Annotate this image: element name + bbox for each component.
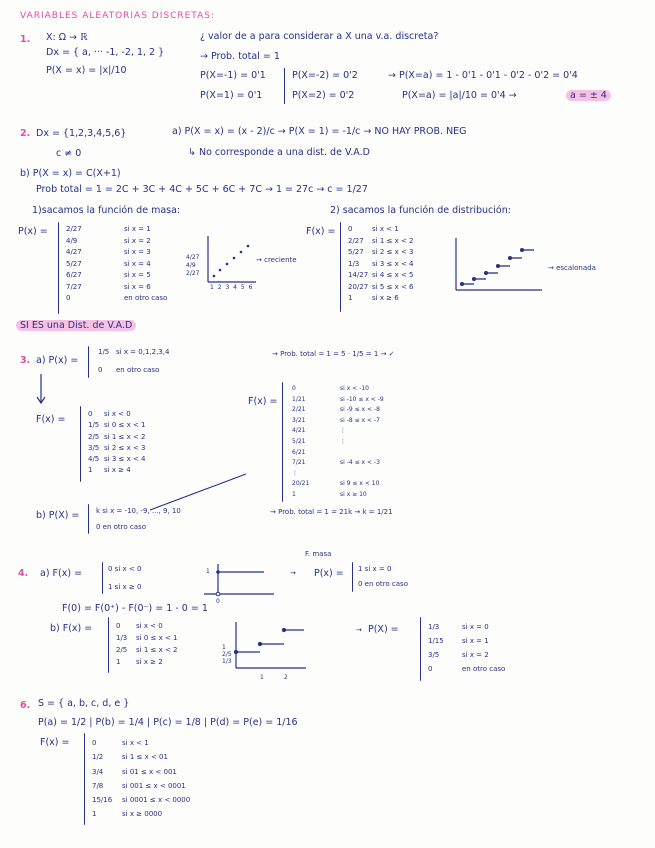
ex6-cdf-brace: [84, 733, 85, 825]
ex4-b-graph-ylabels: 1 2/5 1/3: [222, 644, 232, 665]
ex1-number: 1.: [20, 34, 31, 45]
ex1-divider: [284, 68, 285, 104]
ex3-number: 3.: [20, 355, 31, 366]
ex3-part-a: a) P(x) =: [36, 355, 79, 366]
ex3-cdf-label: F(x) =: [36, 414, 66, 425]
ex3-cdf2-label: F(x) =: [248, 396, 278, 407]
ex3-a-cond2: en otro caso: [116, 366, 160, 374]
ex3-a-brace: [88, 346, 89, 378]
ex4-a-graph-xlabel: 0: [216, 598, 220, 605]
ex1-p-1: P(X=1) = 0'1: [200, 90, 263, 101]
ex3-b-brace: [88, 504, 89, 534]
ex3-b-row1: k si x = -10, -9, ..., 9, 10: [96, 507, 181, 515]
ex4-pmf-row2: 0 en otro caso: [358, 580, 408, 588]
ex2-c-nonzero: c ≠ 0: [56, 148, 82, 159]
ex2-prob-total: Prob total = 1 = 2C + 3C + 4C + 5C + 6C + 7C → 1 = 27c → c = 1/27: [36, 184, 368, 195]
ex4-a-brace: [102, 562, 103, 594]
ex3-cdf2-brace: [282, 382, 283, 502]
ex2-part-a-conclusion: ↳ No corresponde a una dist. de V.A.D: [188, 147, 370, 158]
ex4-pmf2-brace: [420, 617, 421, 681]
ex4-number: 4.: [18, 568, 29, 579]
ex2-pmf-conditions: si x = 1 si x = 2 si x = 3 si x = 4 si x = 5 si x = 6 en otro caso: [124, 225, 168, 302]
ex2-part-a: a) P(X = x) = (x - 2)/c → P(X = 1) = -1/c → NO HAY PROB. NEG: [172, 126, 467, 137]
ex1-p-minus1: P(X=-1) = 0'1: [200, 70, 266, 81]
ex6-number: 6.: [20, 700, 31, 711]
ex4-pmf-label: P(x) =: [314, 568, 344, 579]
ex3-a-value2: 0: [98, 366, 103, 374]
ex3-diagonal-arrow: [150, 470, 250, 512]
ex3-b-prob-total: → Prob. total = 1 = 21k → k = 1/21: [270, 508, 393, 516]
ex6-cdf-values: 0 1/2 3/4 7/8 15/16 1: [92, 739, 113, 819]
ex2-domain: Dx = {1,2,3,4,5,6}: [36, 128, 127, 139]
ex2-pmf-values: 2/27 4/9 4/27 5/27 6/27 7/27 0: [66, 225, 82, 302]
ex6-probabilities: P(a) = 1/2 | P(b) = 1/4 | P(c) = 1/8 | P(d) = P(e) = 1/16: [38, 717, 298, 728]
ex4-a-graph-ylabel: 1: [206, 568, 210, 575]
ex2-number: 2.: [20, 128, 31, 139]
ex2-pmf-label: P(x) =: [18, 226, 48, 237]
ex3-a-value1: 1/5: [98, 348, 110, 356]
ex2-pmf-graph-xlabels: 1 2 3 4 5 6: [210, 284, 254, 291]
ex2-cdf-brace: [340, 222, 341, 312]
ex3-down-arrow: [36, 374, 46, 406]
ex2-step1: 1)sacamos la función de masa:: [32, 205, 181, 216]
ex3-cdf-conditions: si x < 0 si 0 ≤ x < 1 si 1 ≤ x < 2 si 2 ≤ x < 3 si 3 ≤ x < 4 si x ≥ 4: [104, 410, 146, 475]
ex4-b-graph-xlabel2: 2: [284, 674, 288, 681]
ex4-part-b: b) F(x) =: [50, 623, 93, 634]
ex4-b-values: 0 1/3 2/5 1: [116, 622, 128, 666]
ex2-cdf-values: 0 2/27 5/27 1/3 14/27 20/27 1: [348, 225, 369, 302]
ex3-cdf2-values: 0 1/21 2/21 3/21 4/21 5/21 6/21 7/21 ⋮ 20/21 1: [292, 385, 310, 498]
ex1-mapping: X: Ω → ℝ: [46, 32, 88, 43]
ex1-p-a: → P(X=a) = 1 - 0'1 - 0'1 - 0'2 - 0'2 = 0'4: [388, 70, 578, 81]
ex4-a-row2: 1 si x ≥ 0: [108, 583, 142, 591]
ex4-pmf2-conditions: si x = 0 si x = 1 si x = 2 en otro caso: [462, 623, 506, 673]
ex4-part-a: a) F(x) =: [40, 568, 83, 579]
ex4-pmf2-values: 1/3 1/15 3/5 0: [428, 623, 444, 673]
ex3-cdf-values: 0 1/5 2/5 3/5 4/5 1: [88, 410, 100, 475]
ex1-prob-total: → Prob. total = 1: [200, 51, 280, 62]
ex4-a-row1: 0 si x < 0: [108, 565, 142, 573]
ex3-b-row2: 0 en otro caso: [96, 523, 146, 531]
ex4-a-graph: [204, 564, 274, 600]
ex6-cdf-conditions: si x < 1 si 1 ≤ x < 01 si 01 ≤ x < 001 si 001 ≤ x < 0001 si 0001 ≤ x < 0000 si x ≥ 0000: [122, 739, 191, 819]
ex4-pmf-row1: 1 si x = 0: [358, 565, 392, 573]
ex4-pmf2-label: P(X) =: [368, 624, 399, 635]
ex1-domain: Dx = { a, ··· -1, -2, 1, 2 }: [46, 47, 165, 58]
ex6-cdf-label: F(x) =: [40, 737, 70, 748]
ex2-pmf-brace: [58, 222, 59, 314]
ex1-answer-highlight: a = ± 4: [566, 90, 611, 101]
notes-page: VARIABLES ALEATORIAS DISCRETAS: 1. X: Ω → ℝ Dx = { a, ··· -1, -2, 1, 2 } P(X = x) = |x|/10 ¿ valor de a para considerar a X una v.a. discreta? → Prob. total = 1 P(X=-1) = 0'1 P(X=-2) = 0'2 P(X=1) = 0'1 P(X=2) = 0'2 → P(X=a) = 1 - 0'1 - 0'1 - 0'2 - 0'2 = 0'4 P(X=a) = |a|/10 = 0'4 → a = ± 4 2. Dx = {1,2,3,4,5,6} c ≠ 0 a) P(X = x) = (x - 2)/c → P(X = 1) = -1/c → NO HAY PROB. NEG ↳ No corresponde a una dist. de V.A.D b) P(X = x) = C(X+1) Prob total = 1 = 2C + 3C + 4C + 5C + 6C + 7C → 1 = 27c → c = 1/27 1)sacamos la función de masa: 2) sacamos la función de distribución: P(x) = 2/27 4/9 4/27 5/27 6/27 7/27 0 si x = 1 si x = 2 si x = 3 si x = 4 si x = 5 si x = 6 en otro caso 4/27 4/9 2/27 1 2 3 4 5 6 → creciente F(x) = 0 2/27 5/27 1/3 14/27 20/27 1 si x < 1 si 1 ≤ x < 2 si 2 ≤ x < 3 si 3 ≤ x < 4 si 4 ≤ x < 5 si 5 ≤ x < 6 si x ≥ 6 → escalonada SI ES una Dist. de V.A.D 3. a) P(x) = 1/5 si x = 0,1,2,3,4 0 en otro caso → Prob. total = 1 = 5 · 1/5 = 1 → ✓ F(x) = 0 1/5 2/5 3/5 4/5 1 si x < 0 si 0 ≤ x < 1 si 1 ≤ x < 2 si 2 ≤ x < 3 si 3 ≤ x < 4 si x ≥ 4 F(x) = 0 1/21 2/21 3/21 4/21 5/21 6/21 7/21 ⋮ 20/21 1 si x < -10 si -10 ≤ x < -9 si -9 ≤ x < -8 si -8 ≤ x < -7 ⋮ ⋮ si -4 ≤ x < -3 si 9 ≤ x < 10 si x ≥ 10 b) P(X) = k si x = -10, -9, ..., 9, 10 0 en otro caso → Prob. total = 1 = 21k → k = 1/21 4. a) F(x) = 0 si x < 0 1 si x ≥ 0 1 0 → F. masa P(x) = 1 si x = 0 0 en otro caso F(0) = F(0⁺) - F(0⁻) = 1 - 0 = 1 b) F(x) = 0 1/3 2/5 1 si x < 0 si 0 ≤ x < 1 si 1 ≤ x < 2 si x ≥ 2 1 2/5 1/3 1 2 → P(X) = 1/3 1/15 3/5 0 si x = 0 si x = 1 si x = 2 en otro caso 6. S = { a, b, c, d, e } P(a) = 1/2 | P(b) = 1/4 | P(c) = 1/8 | P(d) = P(e) = 1/16 F(x) = 0 1/2 3/4 7/8 15/16 1 si x < 1 si 1 ≤ x < 01 si 01 ≤ x < 001 si 001 ≤ x < 0001 si 0001 ≤ x < 0000 si x ≥ 0000: [0, 0, 655, 848]
ex3-part-b: b) P(X) =: [36, 510, 80, 521]
ex2-conclusion-highlight: SI ES una Dist. de V.A.D: [16, 320, 136, 331]
ex2-creciente: → creciente: [256, 256, 297, 264]
ex3-a-cond1: si x = 0,1,2,3,4: [116, 348, 170, 356]
ex2-cdf-conditions: si x < 1 si 1 ≤ x < 2 si 2 ≤ x < 3 si 3 ≤ x < 4 si 4 ≤ x < 5 si 5 ≤ x < 6 si x ≥ 6: [372, 225, 414, 302]
ex2-escalonada: → escalonada: [548, 264, 596, 272]
ex2-pmf-graph: [196, 236, 256, 288]
ex2-cdf-graph: [452, 238, 542, 294]
ex4-b-brace: [108, 617, 109, 673]
ex3-a-prob-total: → Prob. total = 1 = 5 · 1/5 = 1 → ✓: [272, 350, 395, 358]
ex1-p-a-result: P(X=a) = |a|/10 = 0'4 →: [402, 90, 517, 101]
ex4-b-graph: [226, 622, 306, 676]
ex1-question: ¿ valor de a para considerar a X una v.a. discreta?: [200, 31, 439, 42]
ex1-p-2: P(X=2) = 0'2: [292, 90, 355, 101]
ex2-part-b: b) P(X = x) = C(X+1): [20, 168, 121, 179]
ex4-b-conditions: si x < 0 si 0 ≤ x < 1 si 1 ≤ x < 2 si x ≥ 2: [136, 622, 178, 666]
ex3-cdf-brace: [80, 406, 81, 482]
ex6-sample-space: S = { a, b, c, d, e }: [38, 698, 130, 709]
ex2-step2: 2) sacamos la función de distribución:: [330, 205, 511, 216]
ex2-cdf-label: F(x) =: [306, 226, 336, 237]
ex4-fmasa: F. masa: [305, 550, 332, 558]
ex2-pmf-graph-ylabels: 4/27 4/9 2/27: [186, 254, 200, 277]
ex3-cdf2-conditions: si x < -10 si -10 ≤ x < -9 si -9 ≤ x < -8 si -8 ≤ x < -7 ⋮ ⋮ si -4 ≤ x < -3 si 9 ≤ x < 10 si x ≥ 10: [340, 385, 384, 498]
page-title: VARIABLES ALEATORIAS DISCRETAS:: [20, 11, 216, 21]
ex4-pmf-brace: [352, 562, 353, 592]
ex4-f0: F(0) = F(0⁺) - F(0⁻) = 1 - 0 = 1: [62, 603, 208, 614]
ex1-p-minus2: P(X=-2) = 0'2: [292, 70, 358, 81]
ex1-pmf: P(X = x) = |x|/10: [46, 65, 127, 76]
ex4-b-graph-xlabel1: 1: [260, 674, 264, 681]
